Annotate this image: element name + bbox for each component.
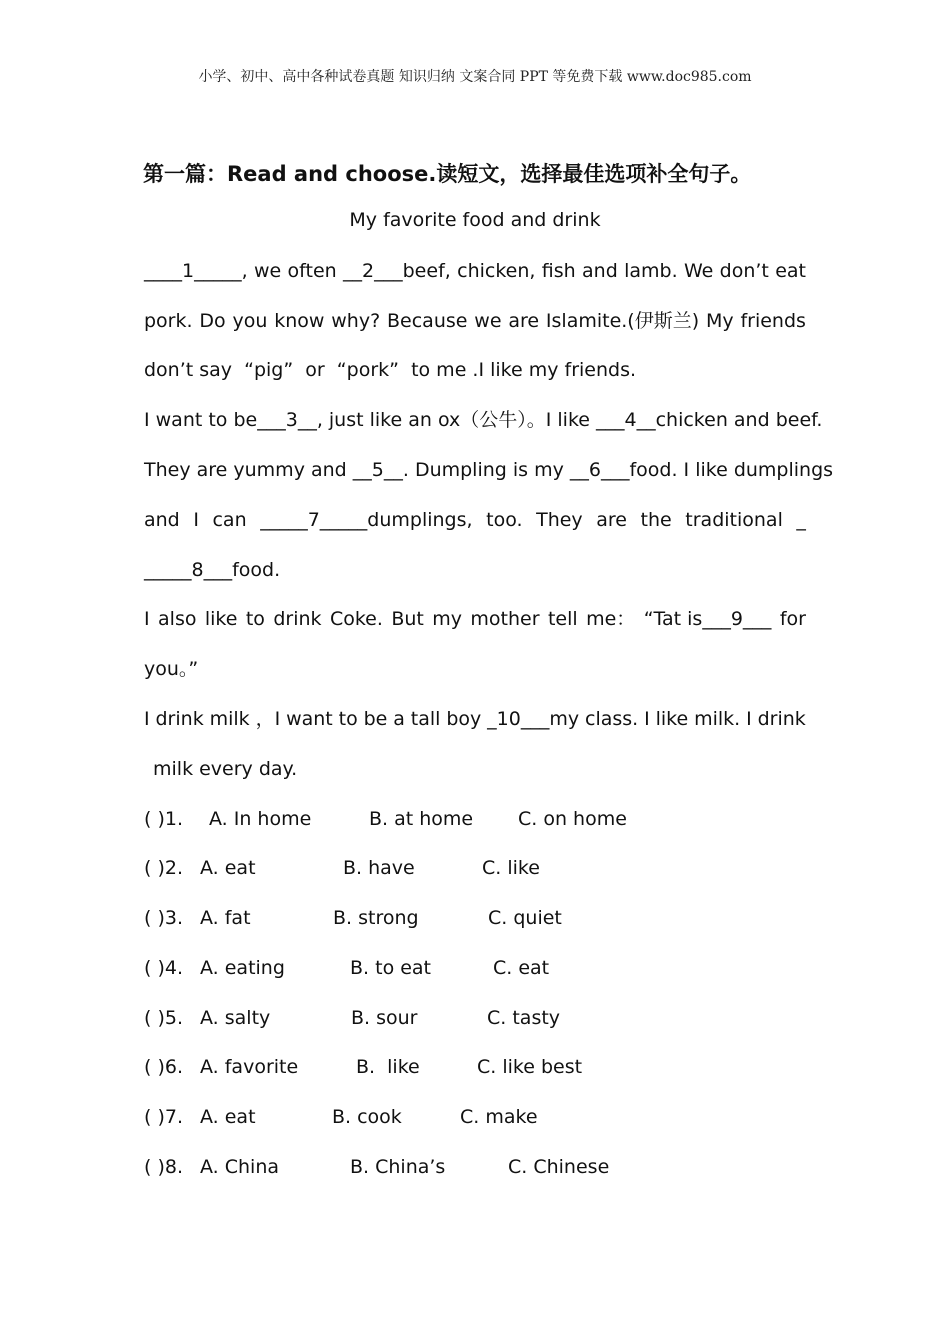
blank-9: “Tat is___9___ — [643, 608, 772, 630]
word: _ — [796, 509, 806, 531]
word: drink — [155, 708, 204, 730]
passage-line-2 — [144, 309, 806, 333]
option-b[interactable]: B. like — [356, 1056, 420, 1078]
word: But — [391, 608, 424, 630]
blank-2: __2___beef, — [343, 260, 451, 282]
passage-line-10 — [144, 707, 806, 731]
word: fish — [541, 260, 576, 282]
text-segment: food. — [232, 559, 281, 581]
word: know — [274, 310, 325, 332]
word: tall — [410, 708, 441, 730]
passage-line-4 — [144, 408, 823, 432]
passage-title: My favorite food and drink — [349, 209, 601, 231]
word: also — [158, 608, 197, 630]
option-c[interactable]: C. like — [482, 857, 540, 879]
word: me： — [586, 608, 636, 630]
option-a[interactable]: A. eat — [200, 857, 256, 879]
option-a[interactable]: A. favorite — [200, 1056, 299, 1078]
word: boy — [446, 708, 482, 730]
option-c[interactable]: C. like best — [477, 1056, 583, 1078]
word: chicken, — [457, 260, 536, 282]
question-prefix: ( )5. — [144, 1007, 183, 1029]
option-b[interactable]: B. cook — [332, 1106, 402, 1128]
word: we — [253, 260, 282, 282]
option-a[interactable]: A. In home — [209, 808, 312, 830]
word: drink — [757, 708, 806, 730]
word: tell — [547, 608, 578, 630]
word: are — [508, 310, 540, 332]
passage-line-9: you。” — [144, 658, 199, 680]
question-prefix: ( )8. — [144, 1156, 183, 1178]
word: I — [746, 708, 752, 730]
word: you — [232, 310, 268, 332]
word: Coke. — [329, 608, 383, 630]
section-title: 第一篇：Read and choose.读短文，选择最佳选项补全句子。 — [143, 162, 752, 186]
question-prefix: ( )7. — [144, 1106, 183, 1128]
word: My — [705, 310, 734, 332]
word: milk. — [694, 708, 741, 730]
blank-6: __6___ — [569, 459, 630, 481]
word: want — [286, 708, 333, 730]
blank-3: ___3__ — [257, 409, 317, 431]
word: can — [212, 509, 247, 531]
option-c[interactable]: C. on home — [518, 808, 627, 830]
blank-1: ____1_____, — [144, 260, 248, 282]
word: Do — [199, 310, 226, 332]
blank-5: __5__ — [352, 459, 403, 481]
word: and — [582, 260, 618, 282]
option-c[interactable]: C. tasty — [487, 1007, 561, 1029]
word: milk — [209, 708, 250, 730]
passage-line-1 — [144, 259, 806, 283]
option-b[interactable]: B. have — [343, 857, 415, 879]
word: I — [644, 708, 650, 730]
word: to — [338, 708, 358, 730]
option-b[interactable]: B. China’s — [350, 1156, 446, 1178]
option-c[interactable]: C. make — [460, 1106, 538, 1128]
word: be — [363, 708, 388, 730]
word: don’t — [719, 260, 769, 282]
option-a[interactable]: A. salty — [200, 1007, 271, 1029]
passage-line-3: don’t say “pig” or “pork” to me .I like my friends. — [144, 359, 637, 381]
question-prefix: ( )2. — [144, 857, 183, 879]
word: we — [474, 310, 502, 332]
word: ，I — [255, 708, 281, 730]
word: class. — [585, 708, 639, 730]
word: to — [245, 608, 265, 630]
option-b[interactable]: B. sour — [351, 1007, 418, 1029]
option-b[interactable]: B. strong — [333, 907, 419, 929]
word: the — [640, 509, 672, 531]
text-segment: They are yummy and __5__. Dumpling is my __6___ — [144, 459, 630, 481]
word: friends — [740, 310, 806, 332]
page-header: 小学、初中、高中各种试卷真题 知识归纳 文案合同 PPT 等免费下载 www.doc985.com — [198, 69, 752, 85]
word: too. — [486, 509, 523, 531]
passage-line-7 — [144, 558, 806, 582]
question-prefix: ( )4. — [144, 957, 183, 979]
word: drink — [273, 608, 322, 630]
blank-7: _____7_____dumplings, — [260, 509, 473, 531]
question-prefix: ( )6. — [144, 1056, 183, 1078]
word: like — [204, 608, 238, 630]
word: like — [655, 708, 689, 730]
word: I — [193, 509, 199, 531]
option-b[interactable]: B. to eat — [350, 957, 432, 979]
option-a[interactable]: A. eating — [200, 957, 285, 979]
word: I — [144, 608, 150, 630]
question-prefix: ( )3. — [144, 907, 183, 929]
option-a[interactable]: A. China — [200, 1156, 280, 1178]
word: lamb. — [624, 260, 678, 282]
word: Islamite.(伊斯兰) — [545, 310, 700, 332]
question-prefix: ( )1. — [144, 808, 183, 830]
word: eat — [775, 260, 806, 282]
word: are — [596, 509, 627, 531]
passage-line-6 — [144, 508, 806, 532]
word: mother — [470, 608, 540, 630]
blank-10: _10___my — [487, 708, 580, 730]
option-b[interactable]: B. at home — [369, 808, 474, 830]
option-a[interactable]: A. eat — [200, 1106, 256, 1128]
option-a[interactable]: A. fat — [200, 907, 251, 929]
word: Because — [387, 310, 468, 332]
passage-line-5 — [144, 458, 834, 482]
word: for — [779, 608, 806, 630]
word: pork. — [144, 310, 193, 332]
word: We — [683, 260, 714, 282]
text-segment: food. I like dumplings — [629, 459, 834, 481]
word: why? — [331, 310, 381, 332]
text-segment: chicken and beef. — [655, 409, 823, 431]
option-c[interactable]: C. Chinese — [508, 1156, 610, 1178]
option-c[interactable]: C. eat — [493, 957, 550, 979]
word: a — [393, 708, 405, 730]
text-segment: I want to be___3__, just like an ox（公牛）。I like ___4__ — [144, 409, 656, 431]
word: They — [536, 509, 583, 531]
word: traditional — [685, 509, 783, 531]
word: often — [287, 260, 337, 282]
passage-line-8 — [144, 607, 806, 631]
blank-4: ___4__ — [596, 409, 656, 431]
blank-8: _____8___ — [144, 559, 233, 581]
option-c[interactable]: C. quiet — [488, 907, 562, 929]
passage-line-11: milk every day. — [153, 758, 298, 780]
word: my — [432, 608, 463, 630]
word: I — [144, 708, 150, 730]
word: and — [144, 509, 180, 531]
